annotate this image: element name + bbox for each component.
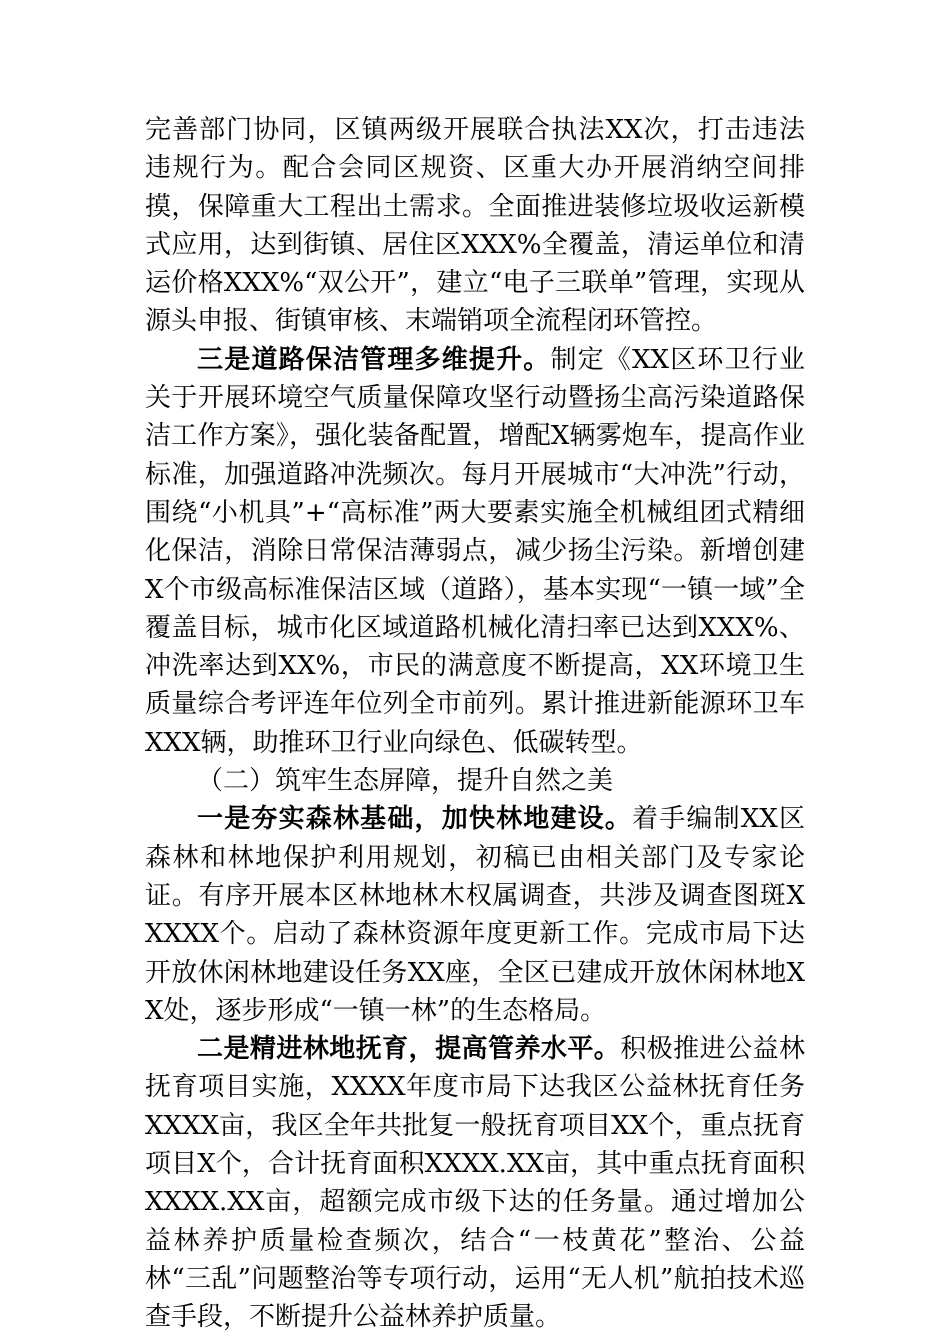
paragraph-lead: 二是精进林地抚育，提高管养水平。 (197, 1034, 621, 1065)
paragraph-forest-foundation (145, 800, 805, 1030)
document-page (145, 111, 805, 1337)
paragraph-lead: 一是夯实森林基础，加快林地建设。 (197, 804, 633, 835)
paragraph-text: 完善部门协同，区镇两级开展联合执法XX次，打击违法违规行为。配合会同区规资、区重大办开展消纳空间排摸，保障重大工程出土需求。全面推进装修垃圾收运新模式应用，达到街镇、居住区XXX%全覆盖，清运单位和清运价格XXX%“双公开”，建立“电子三联单”管理，实现从源头申报、街镇审核、末端销项全流程闭环管控。 (145, 115, 805, 337)
paragraph-text: 着手编制XX区森林和林地保护利用规划，初稿已由相关部门及专家论证。有序开展本区林地林木权属调查，共涉及调查图斑XXXXX个。启动了森林资源年度更新工作。完成市局下达开放休闲林地建设任务XX座，全区已建成开放休闲林地XX处，逐步形成“一镇一林”的生态格局。 (145, 804, 805, 1026)
paragraph-road-cleaning (145, 341, 805, 762)
section-heading (145, 762, 805, 800)
section-heading-text: （二）筑牢生态屏障，提升自然之美 (197, 766, 614, 797)
paragraph-text: 积极推进公益林抚育项目实施，XXXX年度市局下达我区公益林抚育任务XXXX亩，我区全年共批复一般抚育项目XX个，重点抚育项目X个，合计抚育面积XXXX.XX亩，其中重点抚育面积XXXX.XX亩，超额完成市级下达的任务量。通过增加公益林养护质量检查频次，结合“一枝黄花”整治、公益林“三乱”问题整治等专项行动，运用“无人机”航拍技术巡查手段，不断提升公益林养护质量。 (145, 1034, 805, 1333)
paragraph-forest-tending (145, 1030, 805, 1336)
paragraph-text: 制定《XX区环卫行业关于开展环境空气质量保障攻坚行动暨扬尘高污染道路保洁工作方案》，强化装备配置，增配X辆雾炮车，提高作业标准，加强道路冲洗频次。每月开展城市“大冲洗”行动，围绕“小机具”+“高标准”两大要素实施全机械组团式精细化保洁，消除日常保洁薄弱点，减少扬尘污染。新增创建X个市级高标准保洁区域（道路），基本实现“一镇一域”全覆盖目标，城市化区域道路机械化清扫率已达到XXX%、冲洗率达到XX%，市民的满意度不断提高，XX环境卫生质量综合考评连年位列全市前列。累计推进新能源环卫车XXX辆，助推环卫行业向绿色、低碳转型。 (145, 344, 805, 758)
paragraph-enforcement (145, 111, 805, 341)
paragraph-lead: 三是道路保洁管理多维提升。 (197, 344, 551, 375)
